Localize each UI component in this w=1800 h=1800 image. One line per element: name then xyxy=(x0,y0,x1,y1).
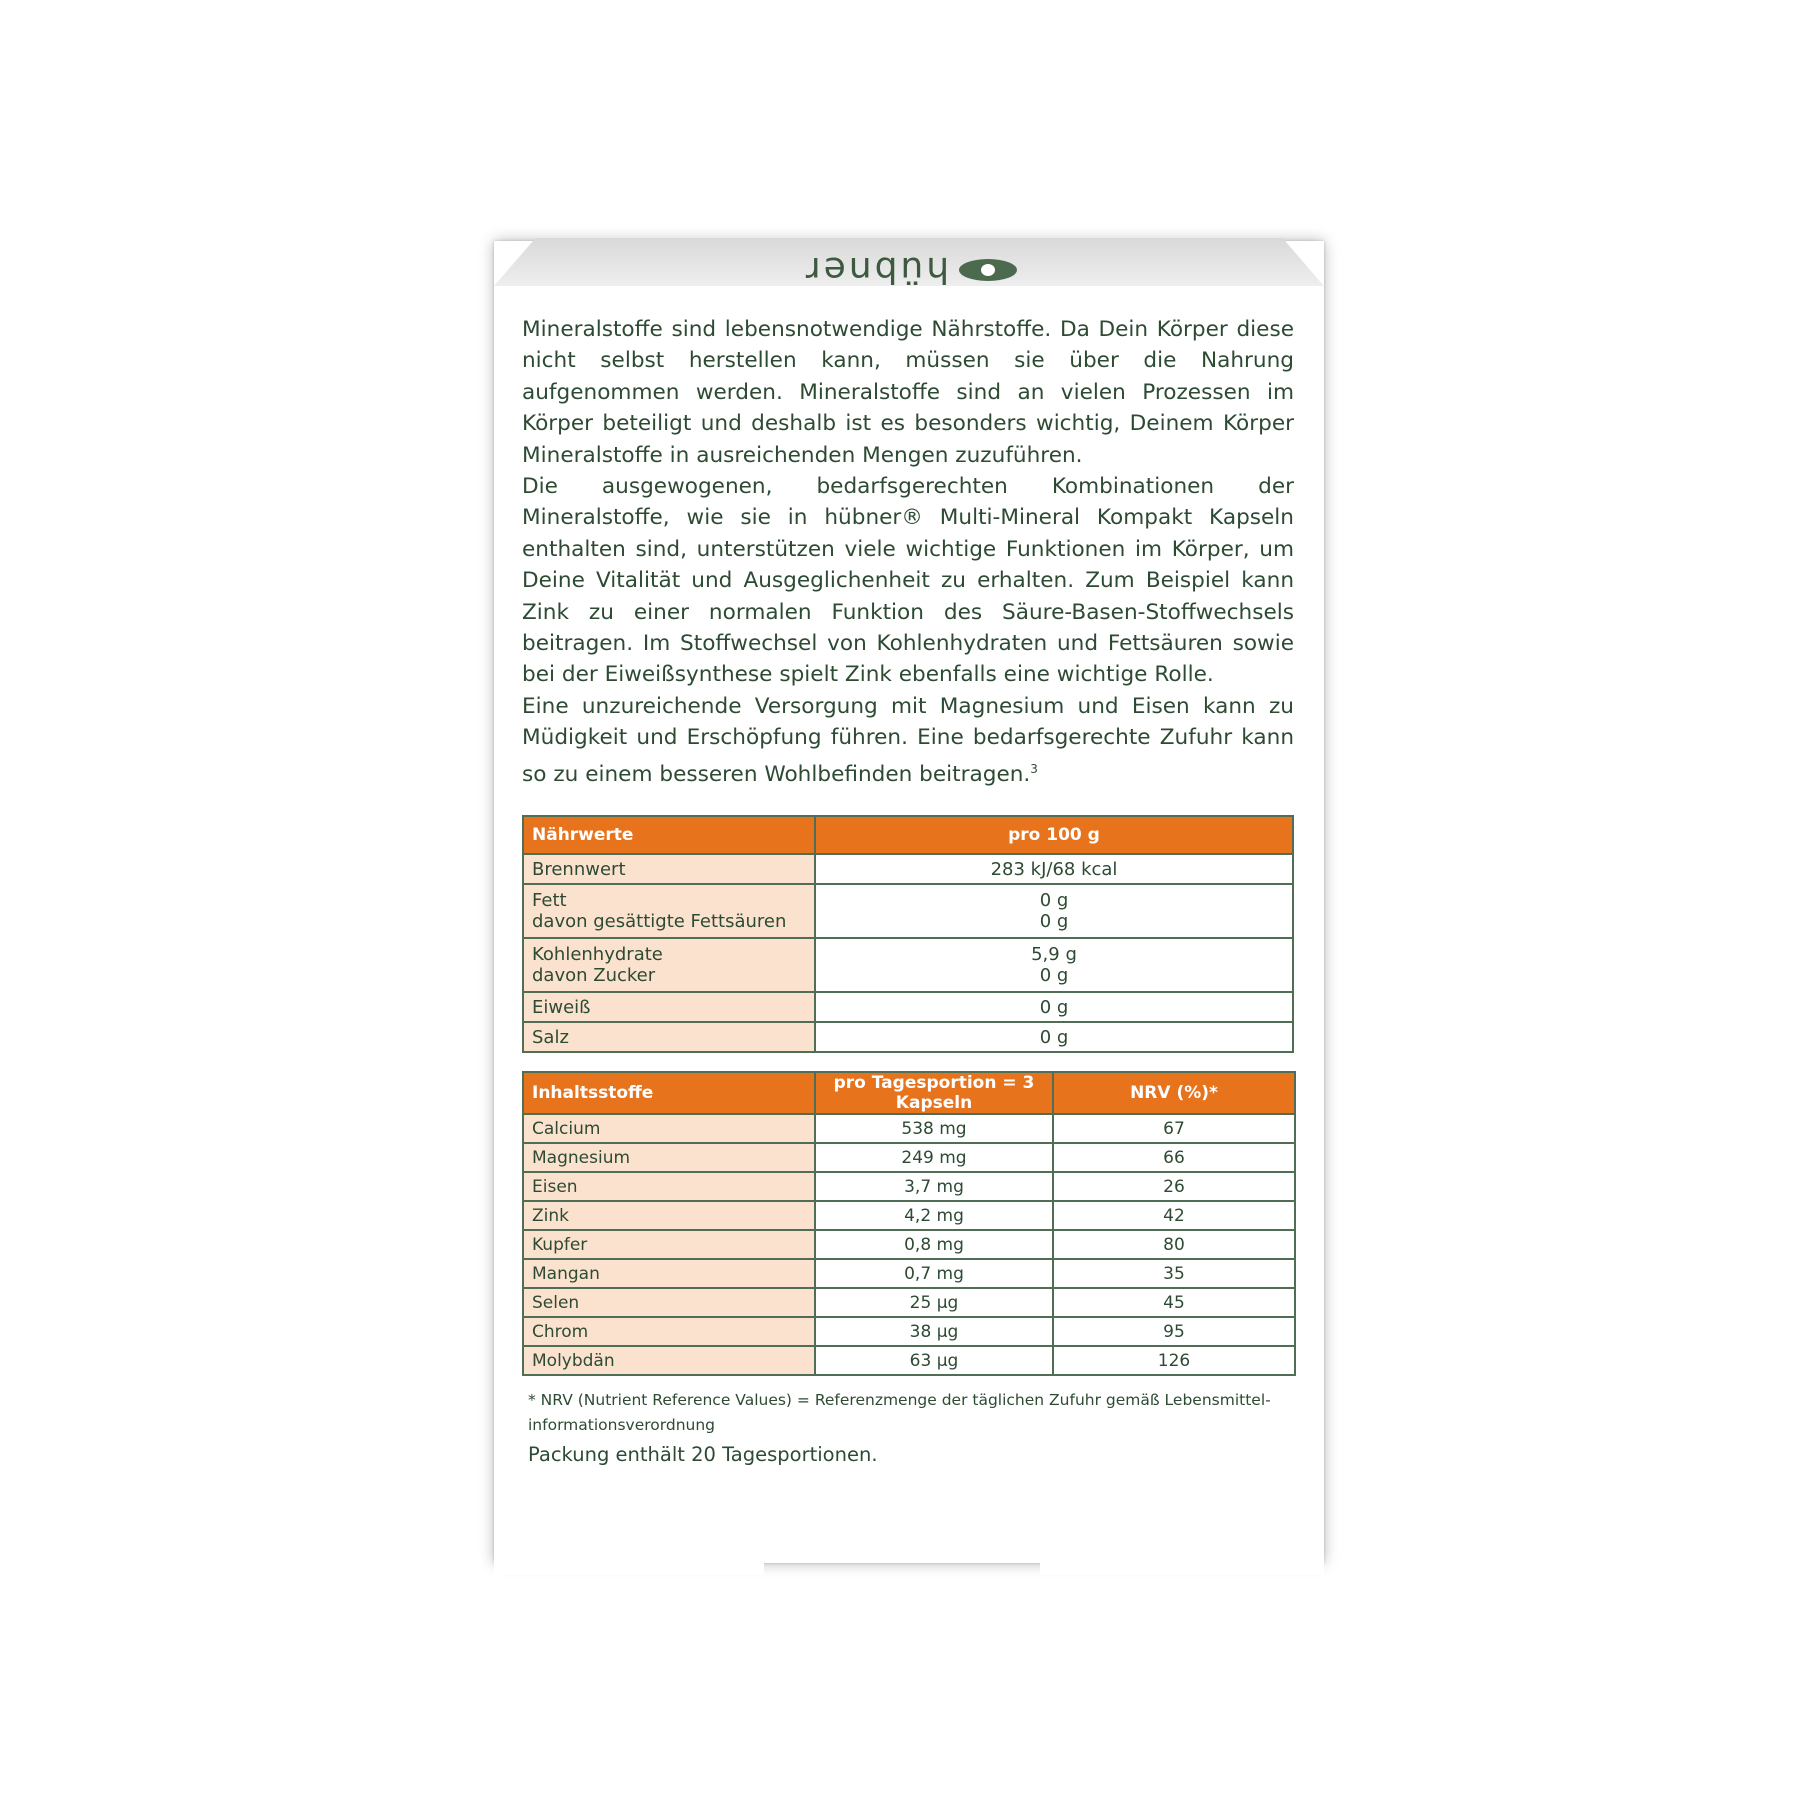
nutrition-value-line: 283 kJ/68 kcal xyxy=(990,858,1118,880)
ingredient-amount: 4,2 mg xyxy=(815,1201,1053,1230)
ingredient-nrv: 95 xyxy=(1053,1317,1295,1346)
ingredient-nrv: 26 xyxy=(1053,1172,1295,1201)
table-row xyxy=(523,1022,1293,1052)
nutrition-value-line: 0 g xyxy=(1039,911,1069,932)
ingredient-name: Mangan xyxy=(523,1259,815,1288)
ingredient-name: Calcium xyxy=(523,1114,815,1143)
brand-logo-text: hübner xyxy=(802,249,950,291)
nutrition-label-line: Kohlenhydrate xyxy=(532,944,663,965)
nutrition-label xyxy=(523,884,815,938)
table-row xyxy=(523,854,1293,884)
nutrition-header-row xyxy=(523,816,1293,854)
ingredient-name: Chrom xyxy=(523,1317,815,1346)
ingredient-nrv: 45 xyxy=(1053,1288,1295,1317)
nutrition-label xyxy=(523,938,815,992)
nutrition-label-line: davon gesättigte Fettsäuren xyxy=(532,911,787,932)
nutrition-label-line: davon Zucker xyxy=(532,965,656,986)
nutrition-label xyxy=(523,854,815,884)
table-row xyxy=(523,884,1293,938)
ingredient-amount: 249 mg xyxy=(815,1143,1053,1172)
nutrition-value xyxy=(815,992,1293,1022)
nutrition-label xyxy=(523,992,815,1022)
nutrition-value xyxy=(815,854,1293,884)
table-row xyxy=(523,1230,1295,1259)
ingredient-amount: 38 µg xyxy=(815,1317,1053,1346)
ingredient-name: Zink xyxy=(523,1201,815,1230)
nutrition-value xyxy=(815,884,1293,938)
ingredients-header-row xyxy=(523,1072,1295,1114)
nutrition-label-line: Eiweiß xyxy=(532,996,591,1018)
intro-paragraph-3-text: Eine unzureichende Versorgung mit Magnesium und Eisen kann zu Müdigkeit und Erschöpfung führen. Eine bedarfsgerechte Zufuhr kann so zu einem besseren Wohlbefinden beitragen. xyxy=(522,693,1294,787)
brand-logo xyxy=(690,249,1130,291)
intro-paragraph-1: Mineralstoffe sind lebensnotwendige Nährstoffe. Da Dein Körper diese nicht selbst herstellen kann, müssen sie über die Nahrung aufgenommen werden. Mineralstoffe sind an vielen Prozessen im Körper beteiligt und deshalb ist es besonders wichtig, Deinem Körper Mineralstoffe in ausreichenden Mengen zuzuführen. xyxy=(522,317,1294,468)
ingredient-name: Molybdän xyxy=(523,1346,815,1375)
ingredient-amount: 0,7 mg xyxy=(815,1259,1053,1288)
ingredient-nrv: 67 xyxy=(1053,1114,1295,1143)
ingredient-nrv: 80 xyxy=(1053,1230,1295,1259)
ingredient-nrv: 66 xyxy=(1053,1143,1295,1172)
nrv-footnote: * NRV (Nutrient Reference Values) = Referenzmenge der täglichen Zufuhr gemäß Lebensmittel-informationsverordnung xyxy=(528,1391,1271,1434)
table-row xyxy=(523,992,1293,1022)
nutrition-value-line: 0 g xyxy=(1039,890,1069,911)
nutrition-header-value: pro 100 g xyxy=(815,816,1293,854)
nutrition-value-line: 0 g xyxy=(1039,996,1069,1018)
table-row xyxy=(523,1346,1295,1375)
nutrition-header-label: Nährwerte xyxy=(523,816,815,854)
intro-paragraph-2: Die ausgewogenen, bedarfsgerechten Kombinationen der Mineralstoffe, wie sie in hübner® Multi-Mineral Kompakt Kapseln enthalten sind, unterstützen viele wichtige Funktionen im Körper, um Deine Vitalität und Ausgeglichenheit zu erhalten. Zum Beispiel kann Zink zu einer normalen Funktion des Säure-Basen-Stoffwechsels beitragen. Im Stoffwechsel von Kohlenhydraten und Fettsäuren sowie bei der Eiweißsynthese spielt Zink ebenfalls eine wichtige Rolle. xyxy=(522,474,1294,688)
ingredient-nrv: 42 xyxy=(1053,1201,1295,1230)
nutrition-table xyxy=(522,815,1294,1053)
intro-text xyxy=(522,314,1294,790)
ingredients-header-amount: pro Tagesportion = 3 Kapseln xyxy=(815,1072,1053,1114)
ingredient-name: Selen xyxy=(523,1288,815,1317)
bottom-tab-left xyxy=(494,1545,764,1575)
ingredient-amount: 25 µg xyxy=(815,1288,1053,1317)
nutrition-label-line: Brennwert xyxy=(532,858,626,880)
nutrition-value-line: 0 g xyxy=(1039,1026,1069,1048)
ingredient-amount: 0,8 mg xyxy=(815,1230,1053,1259)
nutrition-value-line: 5,9 g xyxy=(1031,944,1077,965)
table-row xyxy=(523,1317,1295,1346)
table-row xyxy=(523,1172,1295,1201)
ingredients-header-nrv: NRV (%)* xyxy=(1053,1072,1295,1114)
nutrition-value xyxy=(815,938,1293,992)
nutrition-label-line: Salz xyxy=(532,1026,569,1048)
nutrition-value-line: 0 g xyxy=(1039,965,1069,986)
footnote-ref: 3 xyxy=(1030,761,1038,776)
table-row xyxy=(523,938,1293,992)
table-row xyxy=(523,1201,1295,1230)
ingredients-header-name: Inhaltsstoffe xyxy=(523,1072,815,1114)
nutrition-label xyxy=(523,1022,815,1052)
nutrition-value xyxy=(815,1022,1293,1052)
leaf-logo-icon xyxy=(959,259,1017,281)
package-contents-note: Packung enthält 20 Tagesportionen. xyxy=(528,1443,878,1466)
ingredient-name: Eisen xyxy=(523,1172,815,1201)
table-row xyxy=(523,1259,1295,1288)
ingredient-name: Kupfer xyxy=(523,1230,815,1259)
ingredient-nrv: 35 xyxy=(1053,1259,1295,1288)
ingredients-body xyxy=(523,1114,1295,1375)
ingredient-amount: 538 mg xyxy=(815,1114,1053,1143)
nutrition-label-line: Fett xyxy=(532,890,567,911)
table-row xyxy=(523,1143,1295,1172)
ingredient-nrv: 126 xyxy=(1053,1346,1295,1375)
bottom-tab-right xyxy=(1040,1545,1324,1575)
intro-paragraph-3 xyxy=(522,691,1294,790)
ingredient-amount: 3,7 mg xyxy=(815,1172,1053,1201)
ingredients-table xyxy=(522,1071,1296,1376)
table-row xyxy=(523,1114,1295,1143)
table-row xyxy=(523,1288,1295,1317)
ingredient-name: Magnesium xyxy=(523,1143,815,1172)
ingredient-amount: 63 µg xyxy=(815,1346,1053,1375)
